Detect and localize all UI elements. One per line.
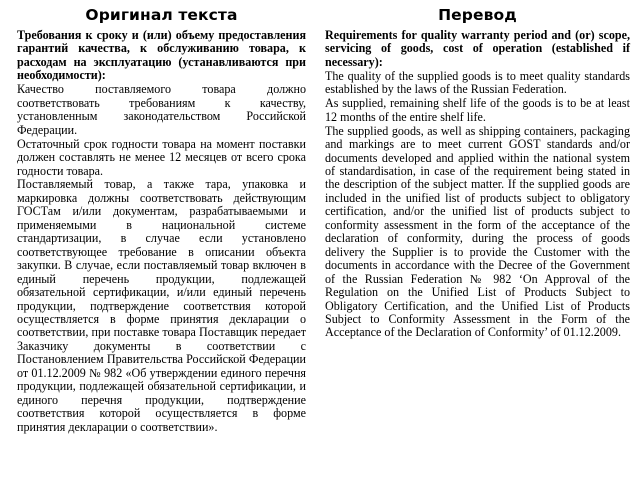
paragraph-translation-3: As supplied, remaining shelf life of the goods is to be at least 12 months of the entire shelf life. (325, 96, 630, 124)
paragraph-original-4: Поставляемый товар, а также тара, упаковка и маркировка должны соответствовать действующим ГОСТам и/или документам, разрабатываемыми и применяемыми в национальной системе стандартизации, в случае если установлено соответствующее требование в описании объекта закупки. В случае, если поставляемый товар включен в единый перечень продукции, подлежащей обязательной сертификации, и/или единый перечень продукции, подтверждение соответствия которой осуществляется в форме принятия декларации о соответствии, при поставке товара Поставщик передает Заказчику документы в соответствии с Постановлением Правительства Российской Федерации от 01.12.2009 № 982 «Об утверждении единого перечня продукции, подлежащей обязательной сертификации, и единого перечня продукции, подтверждение соответствия которой осуществляется в форме принятия декларации о соответствии». (17, 177, 306, 434)
paragraph-original-1: Требования к сроку и (или) объему предоставления гарантий качества, к обслуживанию товара, к расходам на эксплуатацию (устанавливаются при необходимости): (17, 28, 306, 83)
paragraph-translation-4: The supplied goods, as well as shipping containers, packaging and markings are to meet current GOST standards and/or documents developed and applied within the national system of standardisation, in case of the requirement being stated in the description of the subject matter. If the supplied goods are included in the unified list of products subject to obligatory certification, and/or the unified list of products subject to conformity assessment in the form of the acceptance of the declaration of conformity, during the process of goods delivery the Supplier is to provide the Customer with the documents in accordance with the Decree of the Government of the Russian Federation № 982 ‘On Approval of the Regulation on the Unified List of Products Subject to Obligatory Certification, and the Unified List of Products Subject to Conformity Assessment in the Form of the Acceptance of the Declaration of Conformity’ of 01.12.2009. (325, 123, 630, 340)
paragraph-original-2: Качество поставляемого товара должно соответствовать требованиям к качеству, установленным законодательством Российской Федерации. (17, 82, 306, 137)
page-title-original: Оригинал текста (85, 6, 238, 24)
page-title-translation: Перевод (438, 6, 517, 24)
paragraph-translation-1: Requirements for quality warranty period and (or) scope, servicing of goods, cost of operation (established if necessary): (325, 28, 630, 69)
column-original-text (0, 0, 320, 435)
paragraph-original-3: Остаточный срок годности товара на момент поставки должен составлять не менее 12 месяцев от всего срока годности товара. (17, 136, 306, 178)
column-translation (320, 0, 640, 340)
paragraph-translation-2: The quality of the supplied goods is to meet quality standards established by the laws of the Russian Federation. (325, 68, 630, 97)
